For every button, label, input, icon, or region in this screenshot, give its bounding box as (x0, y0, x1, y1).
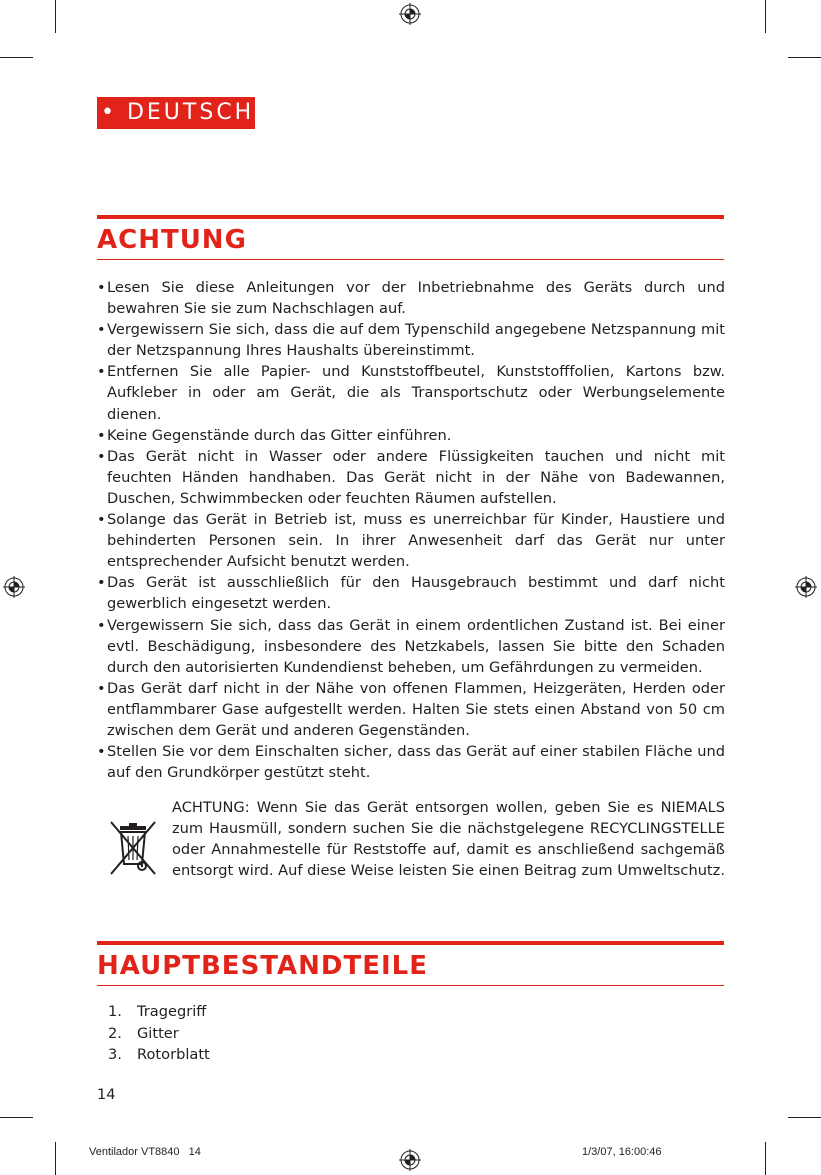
section-rule-top (97, 215, 724, 219)
registration-mark-icon (399, 1149, 421, 1171)
slug-file-name: Ventilador VT8840 14 (89, 1146, 201, 1158)
warning-item: • Das Gerät ist ausschließlich für den Hausgebrauch bestimmt und darf nicht gewerblich eingesetzt werden. (97, 572, 725, 614)
part-number: 2. (108, 1024, 122, 1042)
warning-item: • Vergewissern Sie sich, dass die auf dem Typenschild angegebene Netzspannung mit der Netzspannung Ihres Haushalts übereinstimmt. (97, 319, 725, 361)
page-number: 14 (97, 1086, 116, 1103)
warning-item: • Solange das Gerät in Betrieb ist, muss es unerreichbar für Kinder, Haustiere und behinderten Personen sein. In ihrer Anwesenheit darf das Gerät nur unter entsprechender Aufsicht benutzt werden. (97, 509, 725, 572)
warning-item: • Entfernen Sie alle Papier- und Kunststoffbeutel, Kunststofffolien, Kartons bzw. Aufkleber in oder am Gerät, die als Transportschutz oder Werbungselemente dienen. (97, 361, 725, 424)
list-item (108, 1044, 210, 1066)
crossed-out-wheelie-bin-icon (107, 820, 159, 876)
warning-item: • Lesen Sie diese Anleitungen vor der Inbetriebnahme des Geräts durch und bewahren Sie sie zum Nachschlagen auf. (97, 277, 725, 319)
warning-item: • Vergewissern Sie sich, dass das Gerät in einem ordentlichen Zustand ist. Bei einer evtl. Beschädigung, insbesondere des Netzkabels, lassen Sie bitte den Schaden durch den autorisierten Kundendienst beheben, um Gefährdungen zu vermeiden. (97, 615, 725, 678)
warning-list (97, 277, 725, 783)
registration-mark-icon (3, 576, 25, 598)
disposal-note: ACHTUNG: Wenn Sie das Gerät entsorgen wollen, geben Sie es NIEMALS zum Hausmüll, sondern suchen Sie die nächstgelegene RECYCLINGSTELLE oder Annahmestelle für Reststoffe auf, damit es anschließend sachgemäß entsorgt wird. Auf diese Weise leisten Sie einen Beitrag zum Umweltschutz. (172, 799, 725, 880)
crop-mark (788, 57, 821, 58)
crop-mark (0, 1117, 33, 1118)
crop-mark (788, 1117, 821, 1118)
warning-section-title: ACHTUNG (97, 225, 247, 255)
crop-mark (765, 0, 766, 33)
part-label: Tragegriff (137, 1003, 207, 1020)
slug-timestamp: 1/3/07, 16:00:46 (582, 1146, 662, 1158)
registration-mark-icon (795, 576, 817, 598)
disposal-notice (97, 797, 725, 907)
registration-mark-icon (399, 3, 421, 25)
section-rule-top (97, 941, 724, 945)
list-item (108, 1001, 210, 1023)
crop-mark (55, 1142, 56, 1175)
part-number: 1. (108, 1003, 122, 1020)
warning-item: • Das Gerät nicht in Wasser oder andere Flüssigkeiten tauchen und nicht mit feuchten Händen handhaben. Das Gerät nicht in der Nähe von Badewannen, Duschen, Schwimmbecken oder feuchten Räumen aufstellen. (97, 446, 725, 509)
warning-item: • Keine Gegenstände durch das Gitter einführen. (97, 425, 725, 446)
warning-item: • Stellen Sie vor dem Einschalten sicher, dass das Gerät auf einer stabilen Fläche und auf den Grundkörper gestützt steht. (97, 741, 725, 783)
part-label: Rotorblatt (137, 1046, 210, 1063)
part-number: 3. (108, 1046, 122, 1063)
parts-section-title: HAUPTBESTANDTEILE (97, 951, 428, 981)
list-item (108, 1023, 210, 1045)
part-label: Gitter (137, 1024, 179, 1042)
section-rule-bottom (97, 259, 724, 260)
crop-mark (55, 0, 56, 33)
parts-list (108, 1001, 210, 1066)
section-rule-bottom (97, 985, 724, 986)
crop-mark (0, 57, 33, 58)
crop-mark (765, 1142, 766, 1175)
warning-item: • Das Gerät darf nicht in der Nähe von offenen Flammen, Heizgeräten, Herden oder entflammbarer Gase aufgestellt werden. Halten Sie stets einen Abstand von 50 cm zwischen dem Gerät und anderen Gegenständen. (97, 678, 725, 741)
language-tag: • DEUTSCH (97, 97, 255, 129)
